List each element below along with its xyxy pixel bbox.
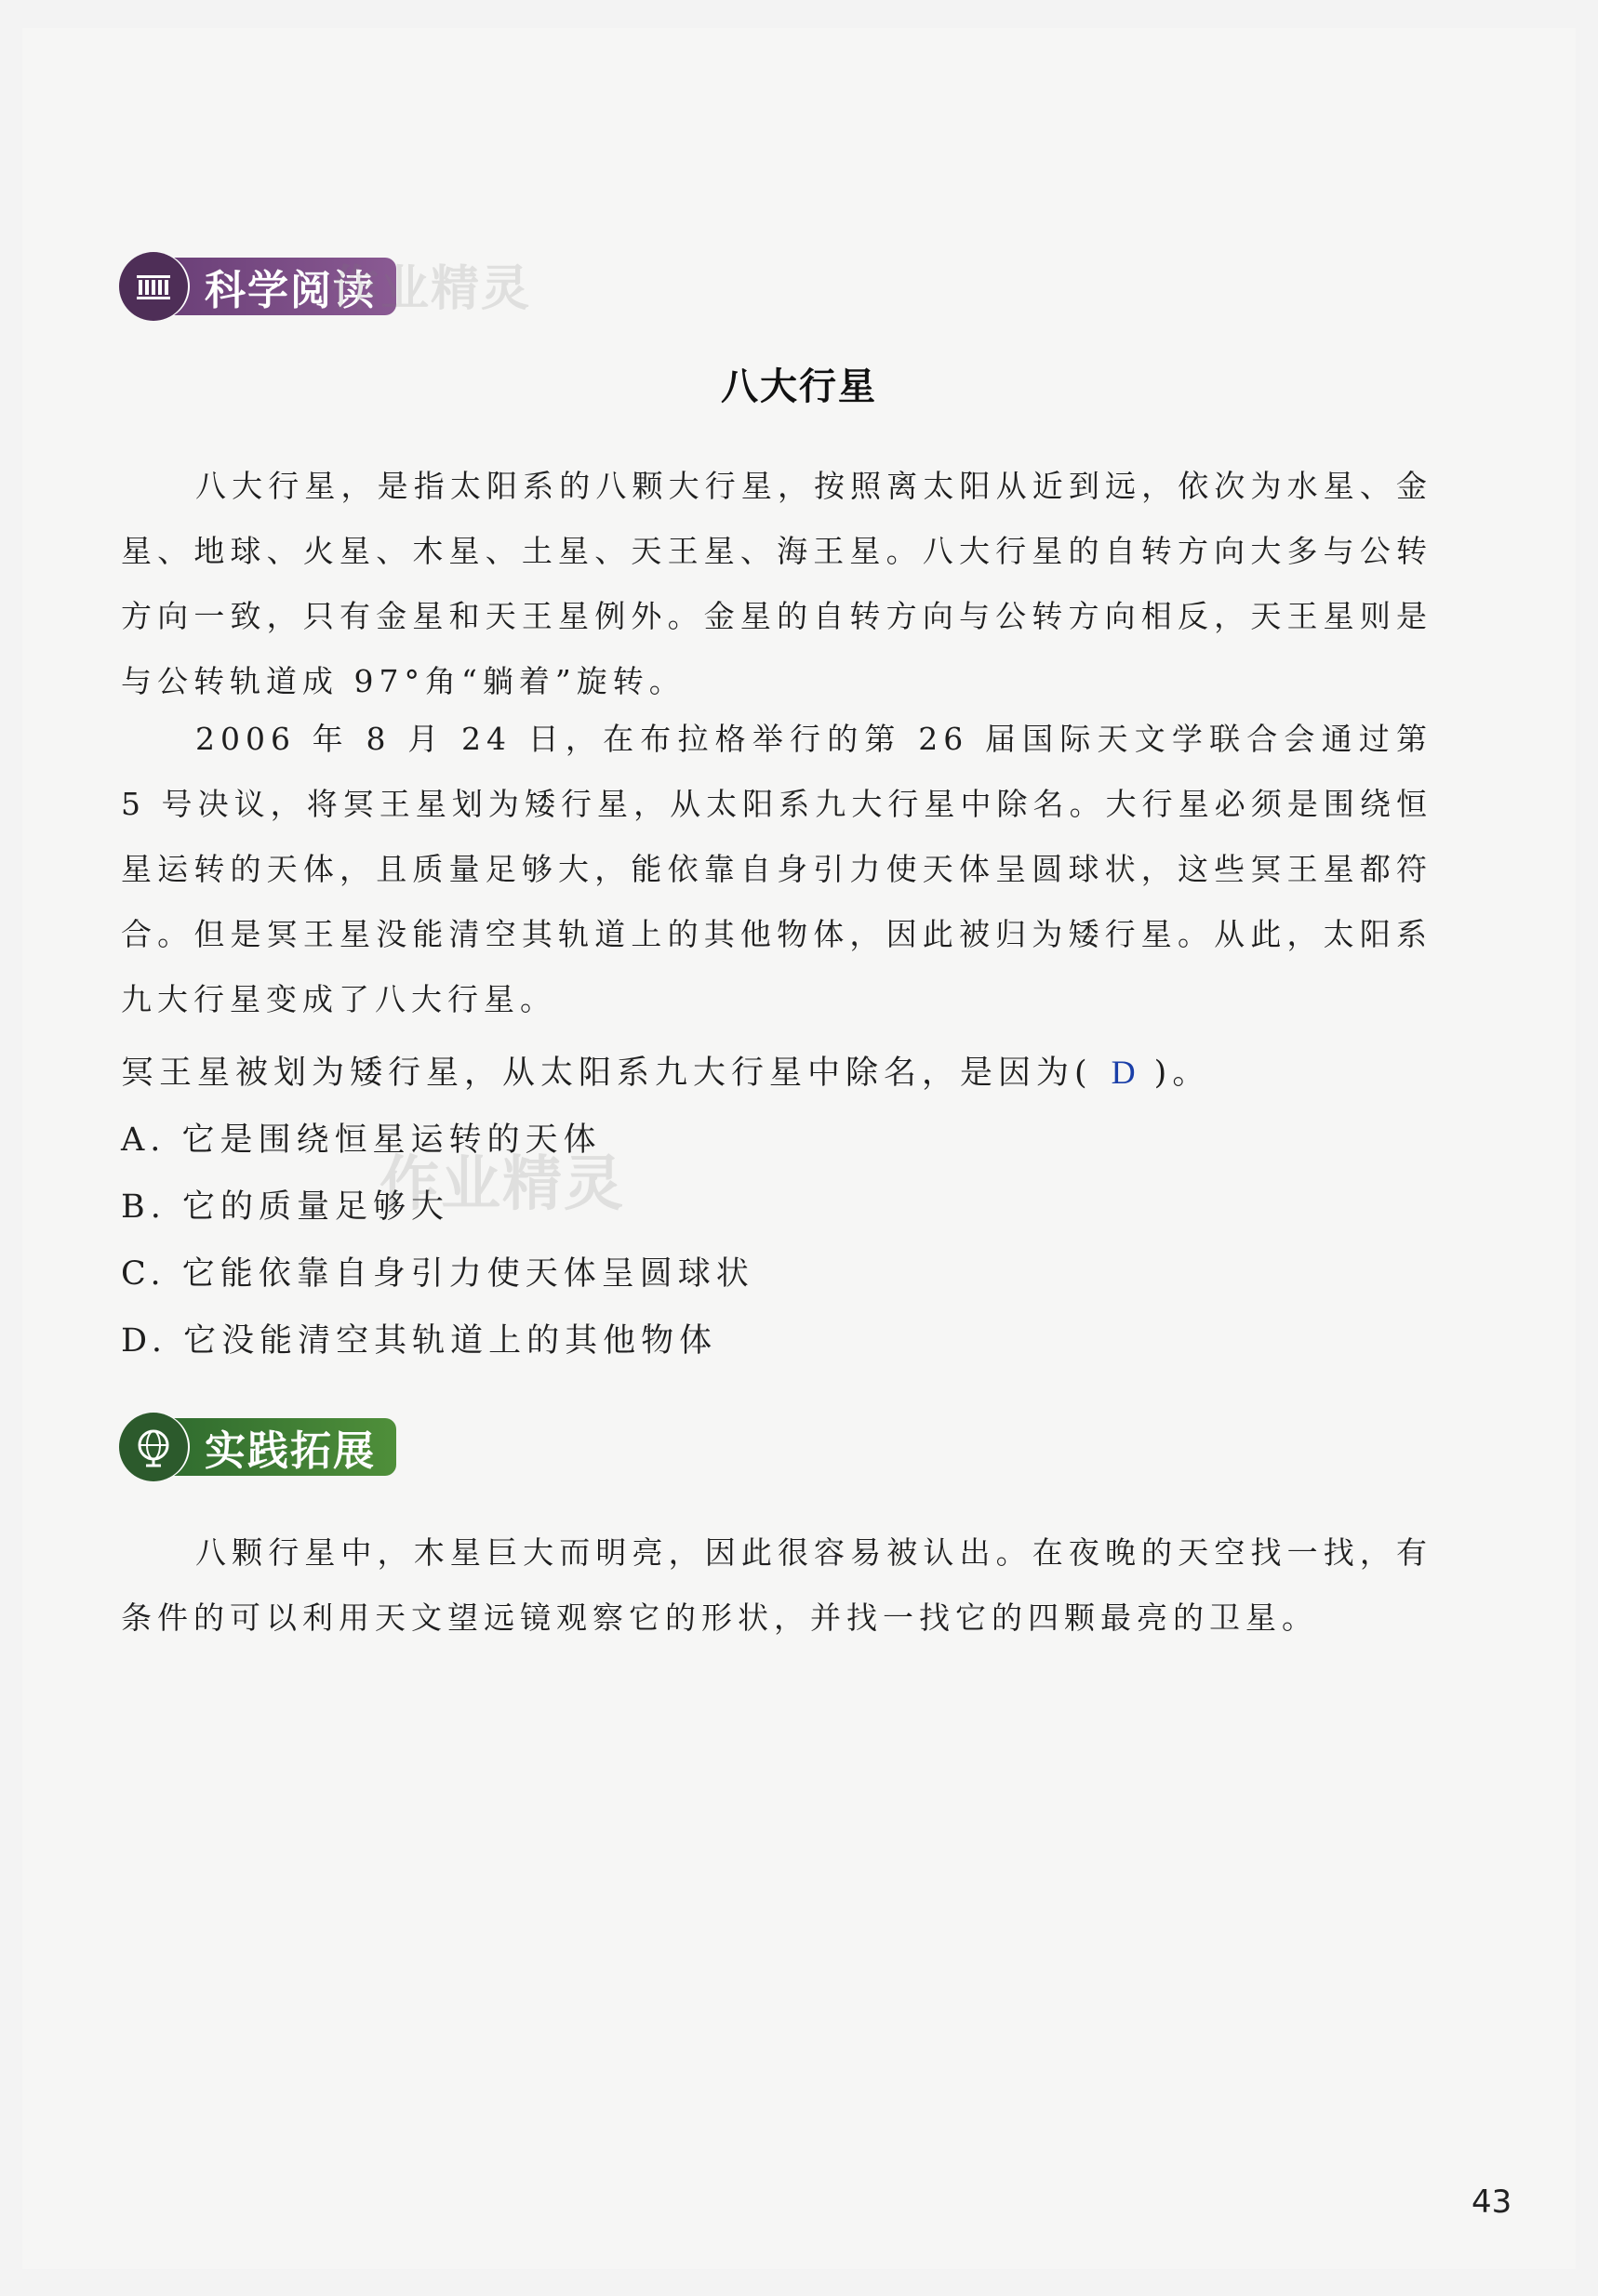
globe-icon [119,1413,188,1481]
section-label-reading: 科学阅读 [164,258,396,315]
option-b: B. 它的质量足够大 [121,1188,449,1226]
article-title: 八大行星 [721,365,877,408]
article-paragraph-1: 八大行星，是指太阳系的八颗大行星，按照离太阳从近到远，依次为水星、金星、地球、火星、木星、土星、天王星、海王星。八大行星的自转方向大多与公转方向一致，只有金星和天王星例外。金星的自转方向与公转方向相反，天王星则是与公转轨道成 97°角“躺着”旋转。 [121,468,1432,699]
page-number: 43 [1471,2183,1512,2221]
answer-text: D [1111,1054,1136,1091]
watermark: 作业精灵 [380,1150,625,1219]
option-a: A. 它是围绕恒星运转的天体 [121,1121,602,1159]
section-label-practice: 实践拓展 [164,1418,396,1476]
book-icon [119,252,188,321]
article-paragraph-2: 2006 年 8 月 24 日，在布拉格举行的第 26 届国际天文学联合会通过第 5 号决议，将冥王星划为矮行星，从太阳系九大行星中除名。大行星必须是围绕恒星运转的天体，且质量足够大，能依靠自身引力使天体呈圆球状，这些冥王星都符合。但是冥王星没能清空其轨道上的其他物体，因此被归为矮行星。从此，太阳系九大行星变成了八大行星。 [121,721,1432,1017]
question-text-end: )。 [1153,1055,1211,1092]
watermark: 作业精灵 [330,261,532,317]
option-d: D. 它没能清空其轨道上的其他物体 [121,1322,718,1360]
section-header-practice [119,1413,396,1480]
question-text: 冥王星被划为矮行星，从太阳系九大行星中除名，是因为( [121,1055,1093,1092]
option-c: C. 它能依靠自身引力使天体呈圆球状 [121,1255,754,1293]
question-stem [121,1040,1210,1106]
practice-paragraph: 八颗行星中，木星巨大而明亮，因此很容易被认出。在夜晚的天空找一找，有条件的可以利用天文望远镜观察它的形状，并找一找它的四颗最亮的卫星。 [121,1534,1432,1636]
